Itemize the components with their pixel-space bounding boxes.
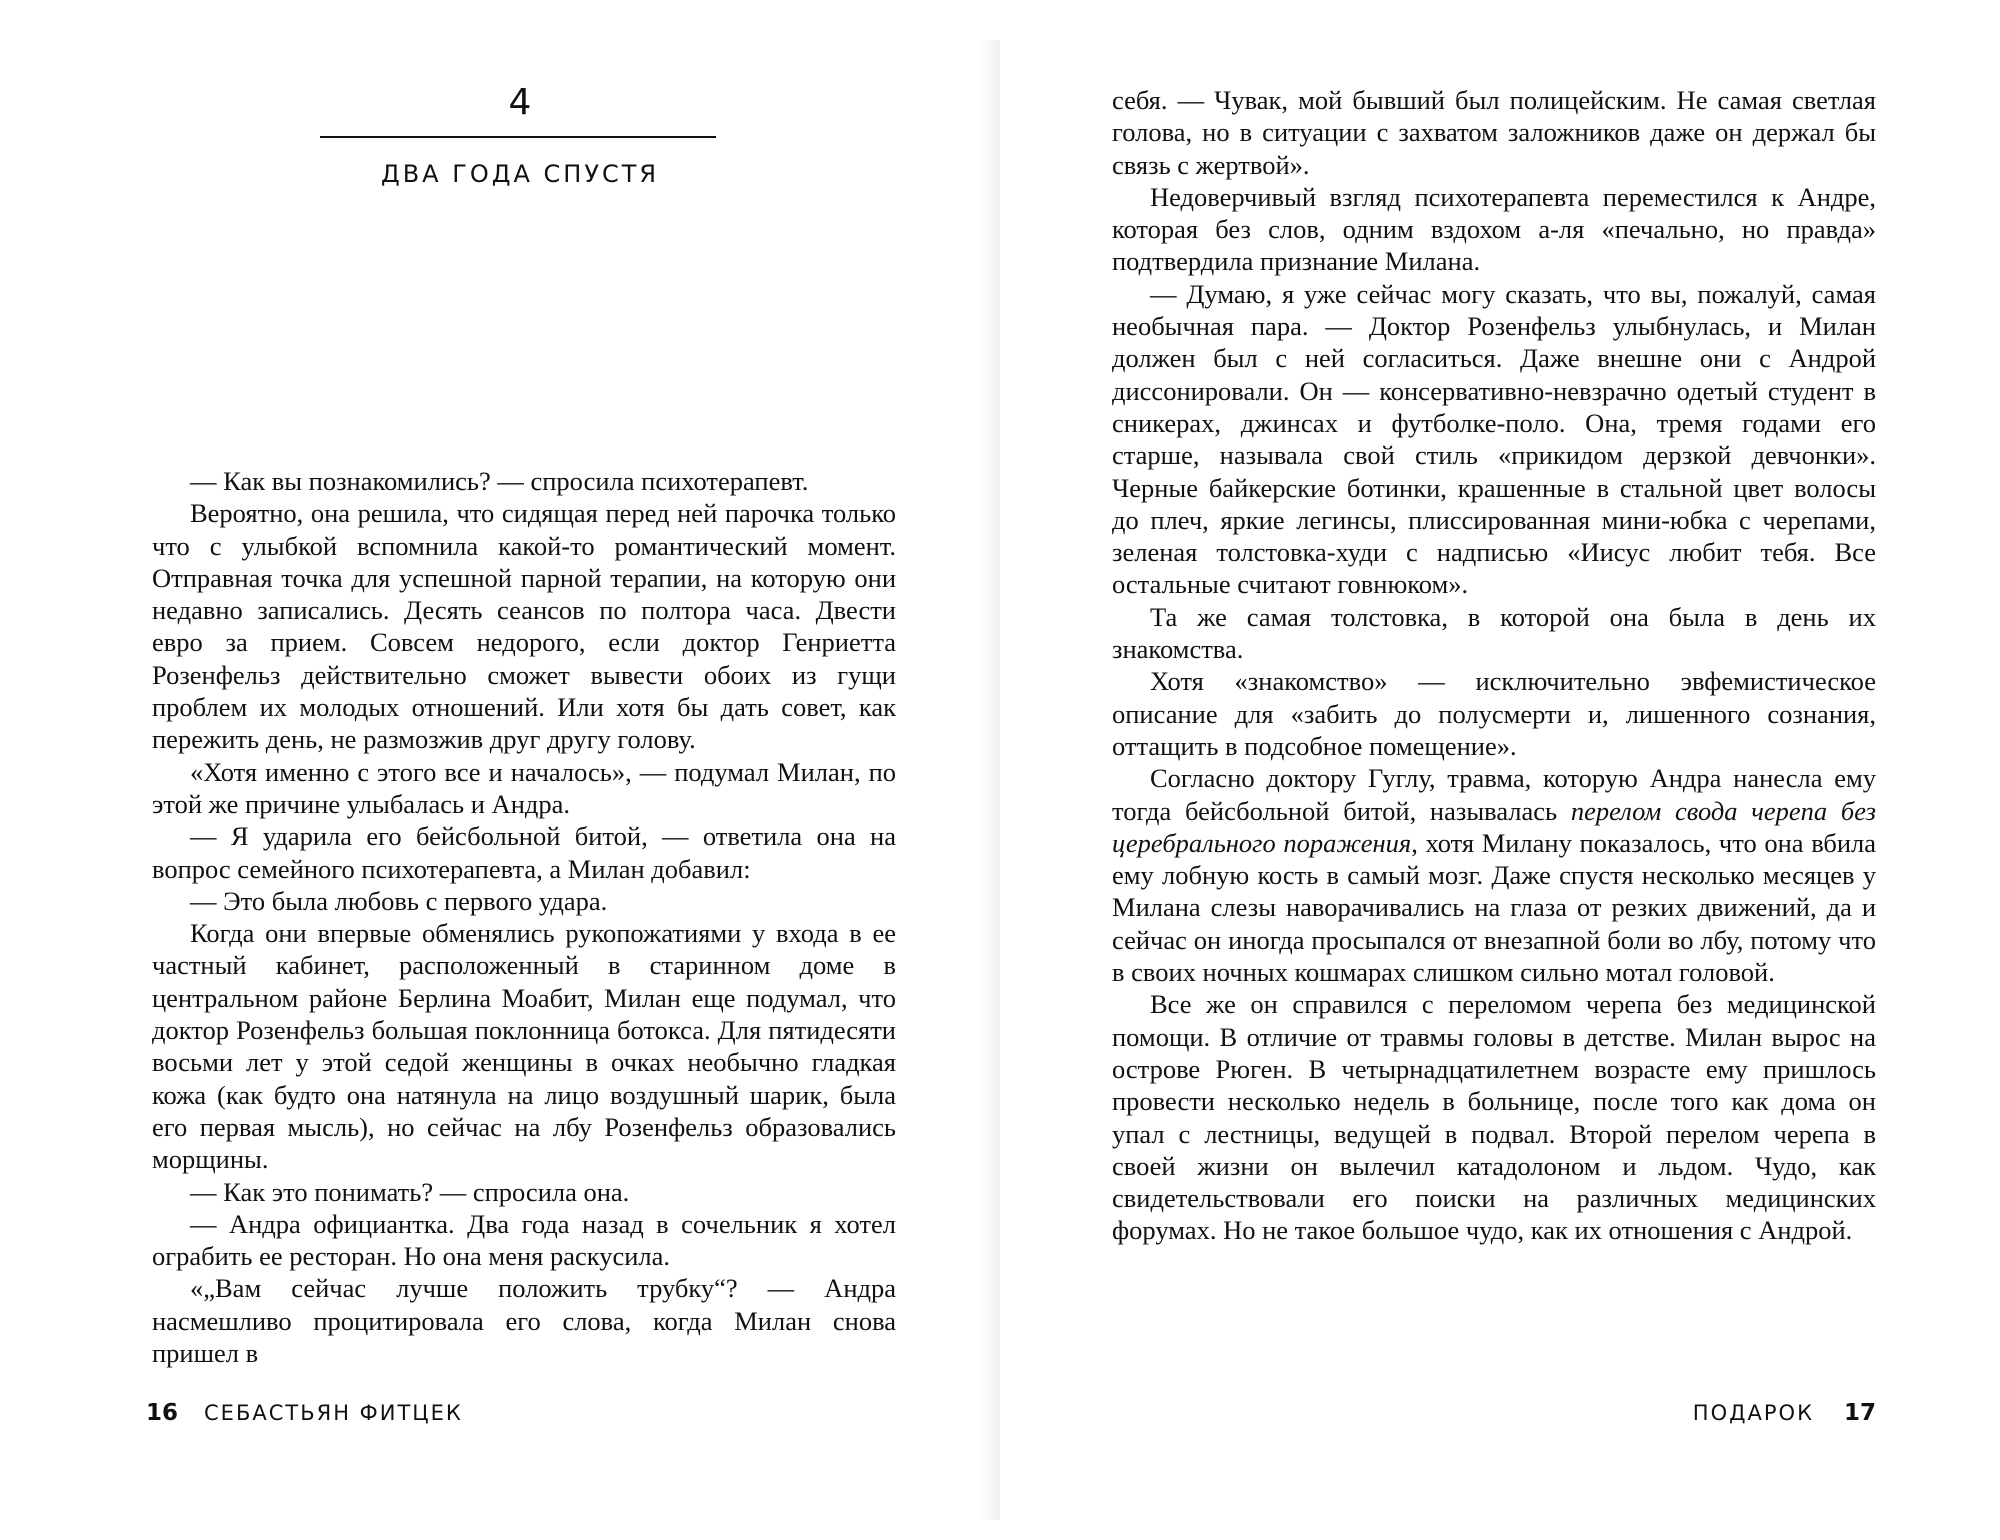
paragraph: — Думаю, я уже сейчас могу сказать, что вы, пожалуй, самая необычная пара. — Доктор Розенфельз улыбнулась, и Милан должен был с ней согласиться. Даже внешне они с Андрой диссонировали. Он — консервативно-невзрачно одетый студент в сникерах, джинсах и футболке-поло. Она, тремя годами его старше, называла свой стиль «прикидом дерзкой девчонки». Черные байкерские ботинки, крашенные в стальной цвет волосы до плеч, яркие легинсы, плиссированная мини-юбка с черепами, зеленая толстовка-худи с надписью «Иисус любит тебя. Все остальные считают говнюком».	[1112, 278, 1876, 600]
paragraph: — Как это понимать? — спросила она.	[190, 1176, 630, 1207]
paragraph	[1112, 762, 1876, 988]
paragraph: себя. — Чувак, мой бывший был полицейским. Не самая светлая голова, но в ситуации с захватом заложников даже он держал бы связь с жертвой».	[1112, 85, 1876, 180]
paragraph: Недоверчивый взгляд психотерапевта переместился к Андре, которая без слов, одним вздохом а-ля «печально, но правда» подтвердила признание Милана.	[1112, 181, 1876, 277]
italic-term: перелом свода черепа без церебрального поражения	[1112, 795, 1876, 858]
chapter-number: 4	[508, 82, 532, 123]
paragraph-text: , хотя Милану показалось, что она вбила ему лобную кость в самый мозг. Даже спустя несколько месяцев у Милана слезы наворачивались на глаза от резких движений, да и сейчас он иногда просыпался от внезапной боли во лбу, потому что в своих ночных кошмарах слишком сильно мотал головой.	[1112, 827, 1877, 988]
running-head-author: СЕБАСТЬЯН ФИТЦЕК	[204, 1401, 463, 1425]
paragraph: Все же он справился с переломом черепа без медицинской помощи. В отличие от травмы головы в детстве. Милан вырос на острове Рюген. В четырнадцатилетнем возрасте ему пришлось провести несколько недель в больнице, после того как дома он упал с лестницы, ведущей в подвал. Второй перелом черепа в своей жизни он вылечил катадолоном и льдом. Чудо, как свидетельствовали его поиски на различных медицинских форумах. Но не такое большое чудо, как их отношения с Андрой.	[1112, 989, 1876, 1246]
paragraph: Хотя «знакомство» — исключительно эвфемистическое описание для «забить до полусмерти и, лишенного сознания, оттащить в подсобное помещение».	[1112, 666, 1876, 761]
chapter-title: ДВА ГОДА СПУСТЯ	[380, 160, 660, 188]
left-body-text	[152, 465, 896, 1369]
running-head-title: ПОДАРОК	[1692, 1401, 1814, 1425]
right-page	[1000, 0, 2000, 1540]
right-footer	[1693, 1400, 1876, 1426]
paragraph: «„Вам сейчас лучше положить трубку“? — Андра насмешливо процитировала его слова, когда Милан снова пришел в	[152, 1273, 896, 1369]
paragraph: — Я ударила его бейсбольной битой, — ответила она на вопрос семейного психотерапевта, а Милан добавил:	[152, 821, 896, 884]
paragraph: — Андра официантка. Два года назад в сочельник я хотел ограбить ее ресторан. Но она меня раскусила.	[152, 1208, 896, 1272]
paragraph: Когда они впервые обменялись рукопожатиями у входа в ее частный кабинет, расположенный в старинном доме в центральном районе Берлина Моабит, Милан еще подумал, что доктор Розенфельз большая поклонница ботокса. Для пятидесяти восьми лет у этой седой женщины в очках необычно гладкая кожа (как будто она натянула на лицо воздушный шарик, была его первая мысль), но сейчас на лбу Розенфельз образовались морщины.	[152, 918, 896, 1175]
paragraph: Та же самая толстовка, в которой она была в день их знакомства.	[1112, 601, 1876, 665]
left-page	[0, 0, 998, 1540]
page-number: 17	[1843, 1400, 1876, 1426]
chapter-divider	[320, 136, 716, 138]
left-footer	[146, 1400, 463, 1426]
paragraph: — Как вы познакомились? — спросила психотерапевт.	[190, 466, 809, 496]
paragraph: Вероятно, она решила, что сидящая перед ней парочка только что с улыбкой вспомнила какой-то романтический момент. Отправная точка для успешной парной терапии, на которую они недавно записались. Десять сеансов по полтора часа. Двести евро за прием. Совсем недорого, если доктор Генриетта Розенфельз действительно сможет вывести обоих из гущи проблем их молодых отношений. Или хотя бы дать совет, как пережить день, не размозжив друг другу голову.	[152, 498, 896, 755]
paragraph: — Это была любовь с первого удара.	[190, 885, 608, 916]
paragraph-text: Согласно доктору Гуглу, травма, которую Андра нанесла ему тогда бейсбольной битой, называлась	[1112, 763, 1876, 826]
paragraph: «Хотя именно с этого все и началось», — подумал Милан, по этой же причине улыбалась и Андра.	[152, 756, 896, 819]
page-number: 16	[146, 1400, 179, 1426]
right-body-text	[1112, 84, 1876, 1247]
